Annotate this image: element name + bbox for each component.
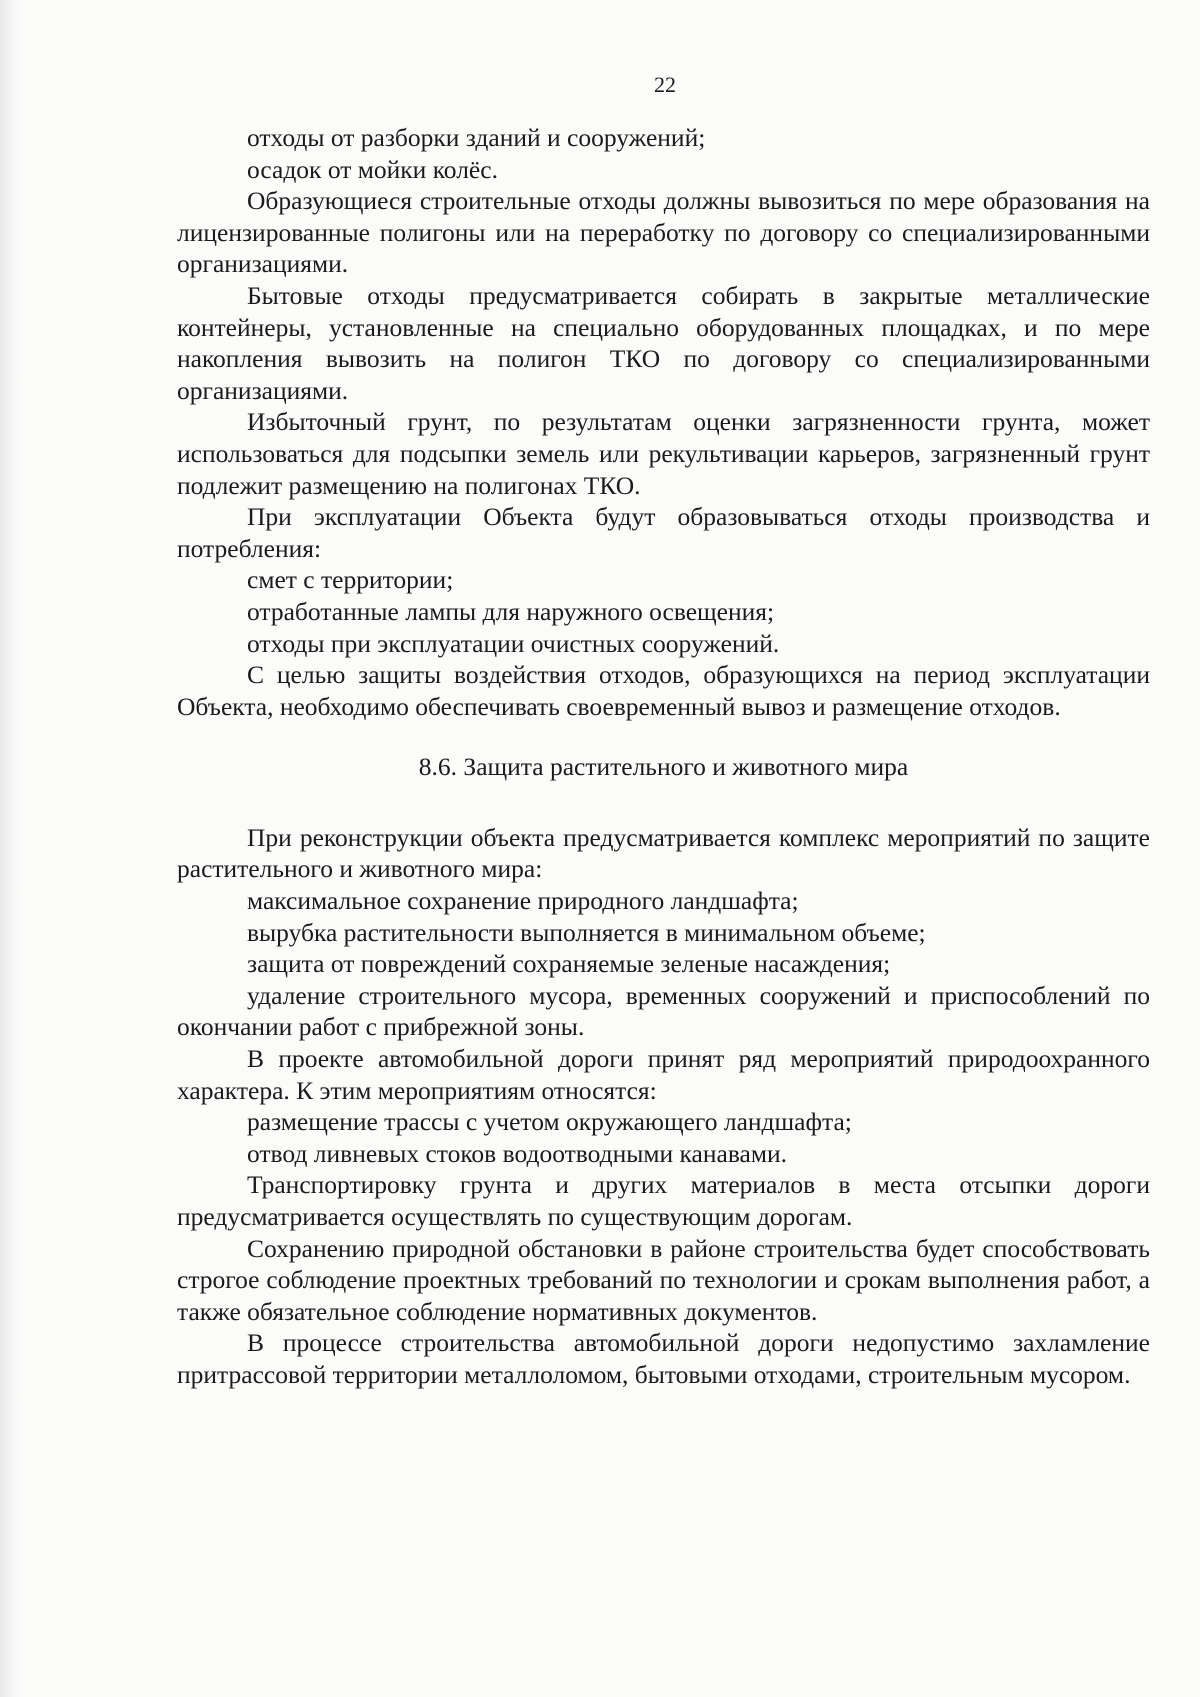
body-paragraph: При реконструкции объекта предусматривается комплекс мероприятий по защите растительного и животного мира: — [177, 822, 1150, 884]
section-heading: 8.6. Защита растительного и животного мира — [418, 752, 909, 782]
body-paragraph: удаление строительного мусора, временных сооружений и приспособлений по окончании работ с прибрежной зоны. — [177, 980, 1150, 1042]
body-paragraph: Избыточный грунт, по результатам оценки загрязненности грунта, может использоваться для подсыпки земель или рекультивации карьеров, загрязненный грунт подлежит размещению на полигонах ТКО. — [177, 407, 1150, 500]
scan-edge-shadow — [0, 0, 22, 1697]
page-body — [177, 122, 1150, 1391]
body-paragraph: вырубка растительности выполняется в минимальном объеме; — [247, 917, 926, 947]
body-paragraph: отходы от разборки зданий и сооружений; — [247, 123, 706, 152]
body-paragraph: Бытовые отходы предусматривается собирать в закрытые металлические контейнеры, установленные на специально оборудованных площадках, и по мере накопления вывозить на полигон ТКО по договору со специализированными организациями. — [177, 280, 1150, 405]
body-paragraph: отработанные лампы для наружного освещения; — [247, 596, 775, 626]
body-paragraph: смет с территории; — [247, 565, 454, 595]
body-paragraph: отвод ливневых стоков водоотводными канавами. — [247, 1138, 788, 1168]
body-paragraph: размещение трассы с учетом окружающего ландшафта; — [247, 1107, 852, 1137]
body-paragraph: С целью защиты воздействия отходов, образующихся на период эксплуатации Объекта, необходимо обеспечивать своевременный вывоз и размещение отходов. — [177, 660, 1150, 721]
body-paragraph: максимальное сохранение природного ландшафта; — [247, 886, 799, 916]
body-paragraph: В процессе строительства автомобильной дороги недопустимо захламление притрассовой территории металлоломом, бытовыми отходами, строительным мусором. — [177, 1328, 1150, 1389]
body-paragraph: Сохранению природной обстановки в районе строительства будет способствовать строгое соблюдение проектных требований по технологии и срокам выполнения работ, а также обязательное соблюдение нормативных документов. — [177, 1233, 1150, 1326]
page-number: 22 — [654, 72, 676, 97]
body-paragraph: Транспортировку грунта и других материалов в места отсыпки дороги предусматривается осуществлять по существующим дорогам. — [177, 1170, 1150, 1231]
body-paragraph: защита от повреждений сохраняемые зеленые насаждения; — [247, 949, 891, 979]
body-paragraph: отходы при эксплуатации очистных сооружений. — [247, 628, 780, 658]
body-paragraph: В проекте автомобильной дороги принят ряд мероприятий природоохранного характера. К этим мероприятиям относятся: — [177, 1044, 1150, 1105]
body-paragraph: осадок от мойки колёс. — [247, 154, 498, 184]
body-paragraph: Образующиеся строительные отходы должны вывозиться по мере образования на лицензированные полигоны или на переработку по договору со специализированными организациями. — [177, 186, 1150, 279]
body-paragraph: При эксплуатации Объекта будут образовываться отходы производства и потребления: — [177, 502, 1150, 563]
